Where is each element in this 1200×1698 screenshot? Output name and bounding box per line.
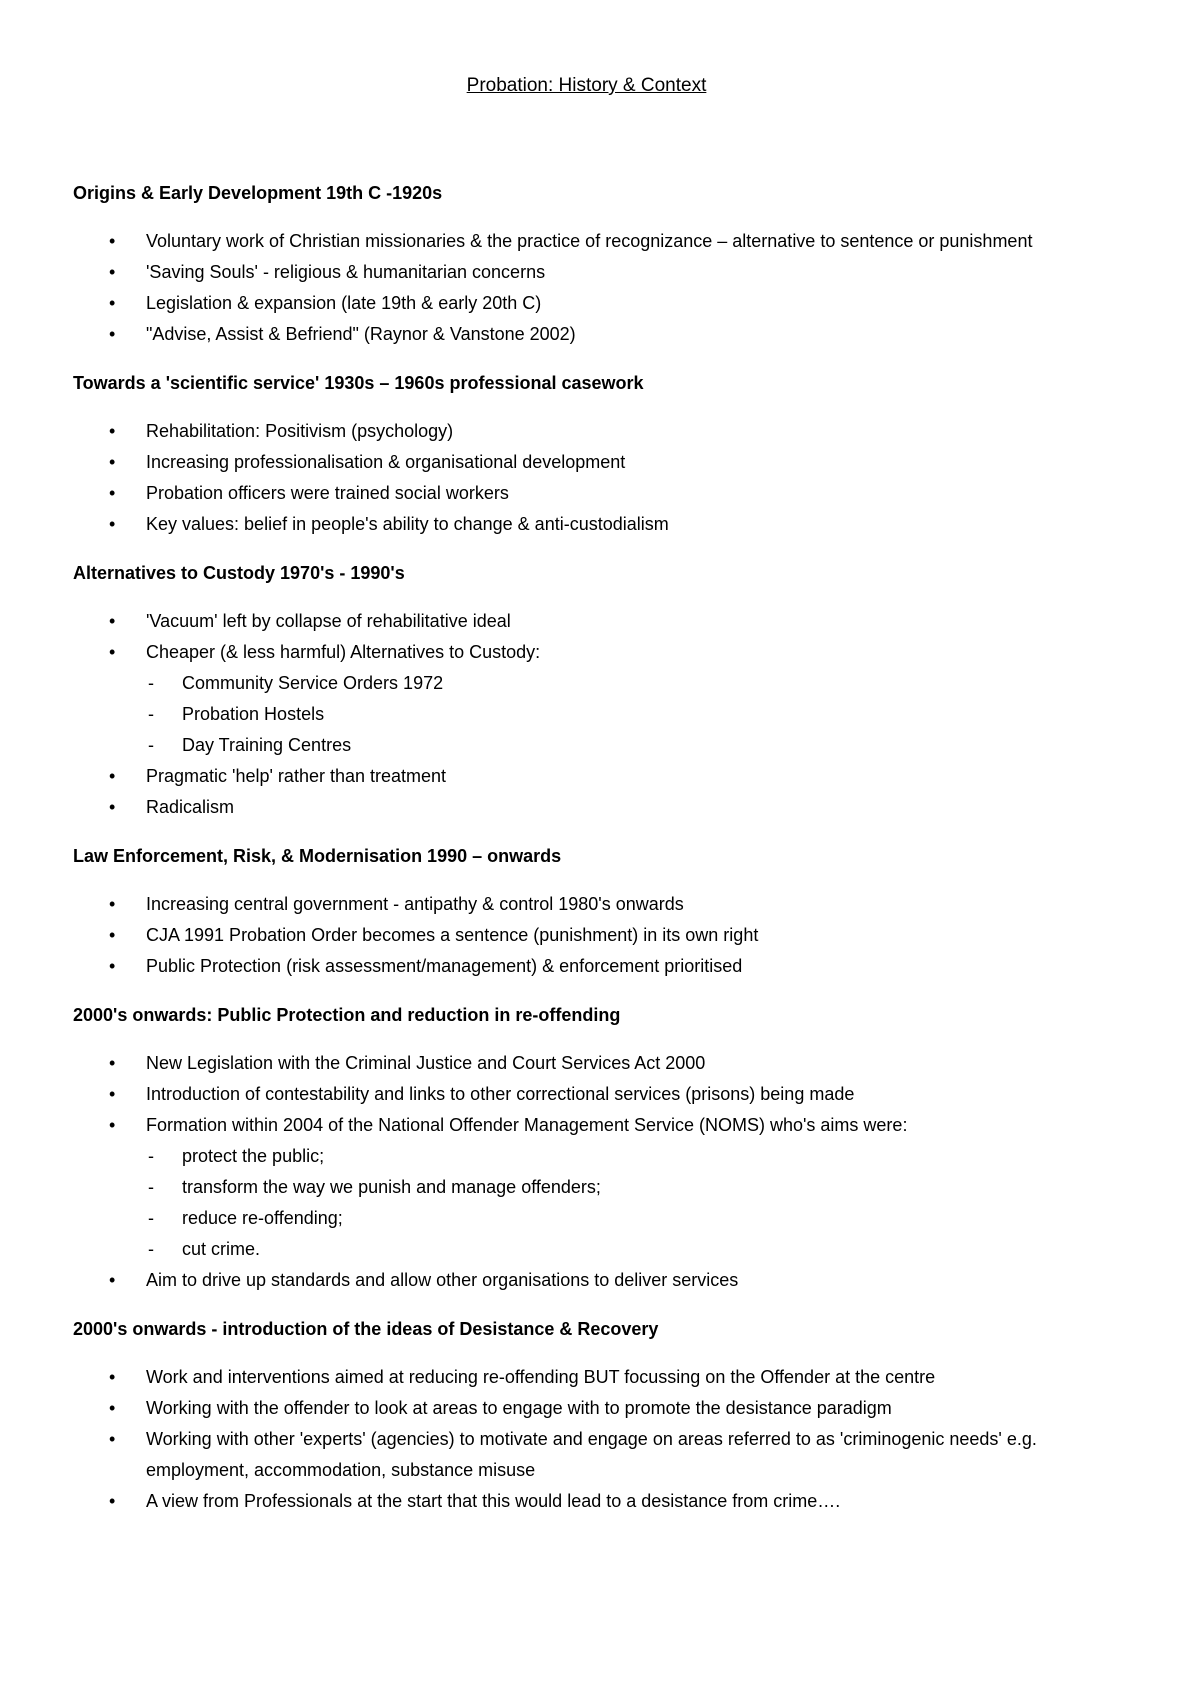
section-heading: Alternatives to Custody 1970's - 1990's (73, 563, 405, 583)
bullet-text: Pragmatic 'help' rather than treatment (146, 766, 447, 786)
bullet-text: Work and interventions aimed at reducing re-offending BUT focussing on the Offender at the centre (146, 1367, 936, 1387)
bullet-item (73, 288, 1100, 319)
bullet-text: Rehabilitation: Positivism (psychology) (146, 421, 454, 441)
bullet-item (73, 1393, 1100, 1424)
bullet-item (73, 478, 1100, 509)
section-heading: Law Enforcement, Risk, & Modernisation 1990 – onwards (73, 846, 562, 866)
sub-bullet-item: - Community Service Orders 1972 (146, 668, 1100, 699)
bullet-list (73, 416, 1100, 540)
sub-bullet-item: - reduce re-offending; (146, 1203, 1100, 1234)
bullet-item (73, 1362, 1100, 1393)
sub-bullet-item: - Day Training Centres (146, 730, 1100, 761)
bullet-item (73, 920, 1100, 951)
bullet-item (73, 447, 1100, 478)
bullet-item (73, 761, 1100, 792)
bullet-item (73, 637, 1100, 761)
bullet-item (73, 1110, 1100, 1265)
section (73, 180, 1100, 350)
bullet-text: New Legislation with the Criminal Justice and Court Services Act 2000 (146, 1053, 706, 1073)
bullet-item (73, 319, 1100, 350)
section-heading: Towards a 'scientific service' 1930s – 1960s professional casework (73, 373, 644, 393)
bullet-list (73, 889, 1100, 982)
bullet-text: Legislation & expansion (late 19th & early 20th C) (146, 293, 542, 313)
section-heading: Origins & Early Development 19th C -1920s (73, 183, 443, 203)
bullet-text: Key values: belief in people's ability to change & anti-custodialism (146, 514, 669, 534)
bullet-item (73, 1048, 1100, 1079)
sub-bullet-item: - cut crime. (146, 1234, 1100, 1265)
bullet-text: Cheaper (& less harmful) Alternatives to Custody: (146, 642, 541, 662)
bullet-text: Public Protection (risk assessment/management) & enforcement prioritised (146, 956, 743, 976)
bullet-item (73, 606, 1100, 637)
section (73, 843, 1100, 982)
bullet-list (73, 606, 1100, 823)
section (73, 1002, 1100, 1296)
sub-bullet-list (146, 1141, 1100, 1265)
bullet-item (73, 951, 1100, 982)
bullet-list (73, 226, 1100, 350)
bullet-item (73, 416, 1100, 447)
bullet-text: 'Vacuum' left by collapse of rehabilitative ideal (146, 611, 511, 631)
bullet-item (73, 257, 1100, 288)
bullet-item (73, 1486, 1100, 1517)
sub-bullet-item: - transform the way we punish and manage offenders; (146, 1172, 1100, 1203)
bullet-text: CJA 1991 Probation Order becomes a sentence (punishment) in its own right (146, 925, 759, 945)
bullet-text: Increasing central government - antipathy & control 1980's onwards (146, 894, 684, 914)
bullet-item (73, 889, 1100, 920)
section (73, 370, 1100, 540)
bullet-item (73, 1424, 1100, 1486)
bullet-text: Formation within 2004 of the National Offender Management Service (NOMS) who's aims were: (146, 1115, 908, 1135)
bullet-item (73, 226, 1100, 257)
bullet-item (73, 509, 1100, 540)
section (73, 1316, 1100, 1517)
bullet-text: Probation officers were trained social workers (146, 483, 509, 503)
sub-bullet-list (146, 668, 1100, 761)
sub-bullet-item: - protect the public; (146, 1141, 1100, 1172)
bullet-text: Increasing professionalisation & organisational development (146, 452, 626, 472)
bullet-text: Introduction of contestability and links to other correctional services (prisons) being made (146, 1084, 855, 1104)
bullet-text: Voluntary work of Christian missionaries & the practice of recognizance – alternative to sentence or punishment (146, 231, 1033, 251)
bullet-list (73, 1048, 1100, 1296)
bullet-text: Radicalism (146, 797, 235, 817)
bullet-text: Working with other 'experts' (agencies) to motivate and engage on areas referred to as 'criminogenic needs' e.g. employment, accommodation, substance misuse (146, 1429, 1037, 1480)
bullet-text: Aim to drive up standards and allow other organisations to deliver services (146, 1270, 739, 1290)
bullet-item (73, 792, 1100, 823)
section-heading: 2000's onwards: Public Protection and reduction in re-offending (73, 1005, 621, 1025)
document-title: Probation: History & Context (466, 75, 707, 96)
section (73, 560, 1100, 823)
bullet-text: Working with the offender to look at areas to engage with to promote the desistance paradigm (146, 1398, 892, 1418)
section-heading: 2000's onwards - introduction of the ideas of Desistance & Recovery (73, 1319, 659, 1339)
bullet-text: "Advise, Assist & Befriend" (Raynor & Vanstone 2002) (146, 324, 576, 344)
sub-bullet-item: - Probation Hostels (146, 699, 1100, 730)
bullet-text: A view from Professionals at the start that this would lead to a desistance from crime…. (146, 1491, 841, 1511)
bullet-item (73, 1265, 1100, 1296)
document-body (73, 180, 1100, 1517)
bullet-list (73, 1362, 1100, 1517)
bullet-text: 'Saving Souls' - religious & humanitarian concerns (146, 262, 546, 282)
bullet-item (73, 1079, 1100, 1110)
